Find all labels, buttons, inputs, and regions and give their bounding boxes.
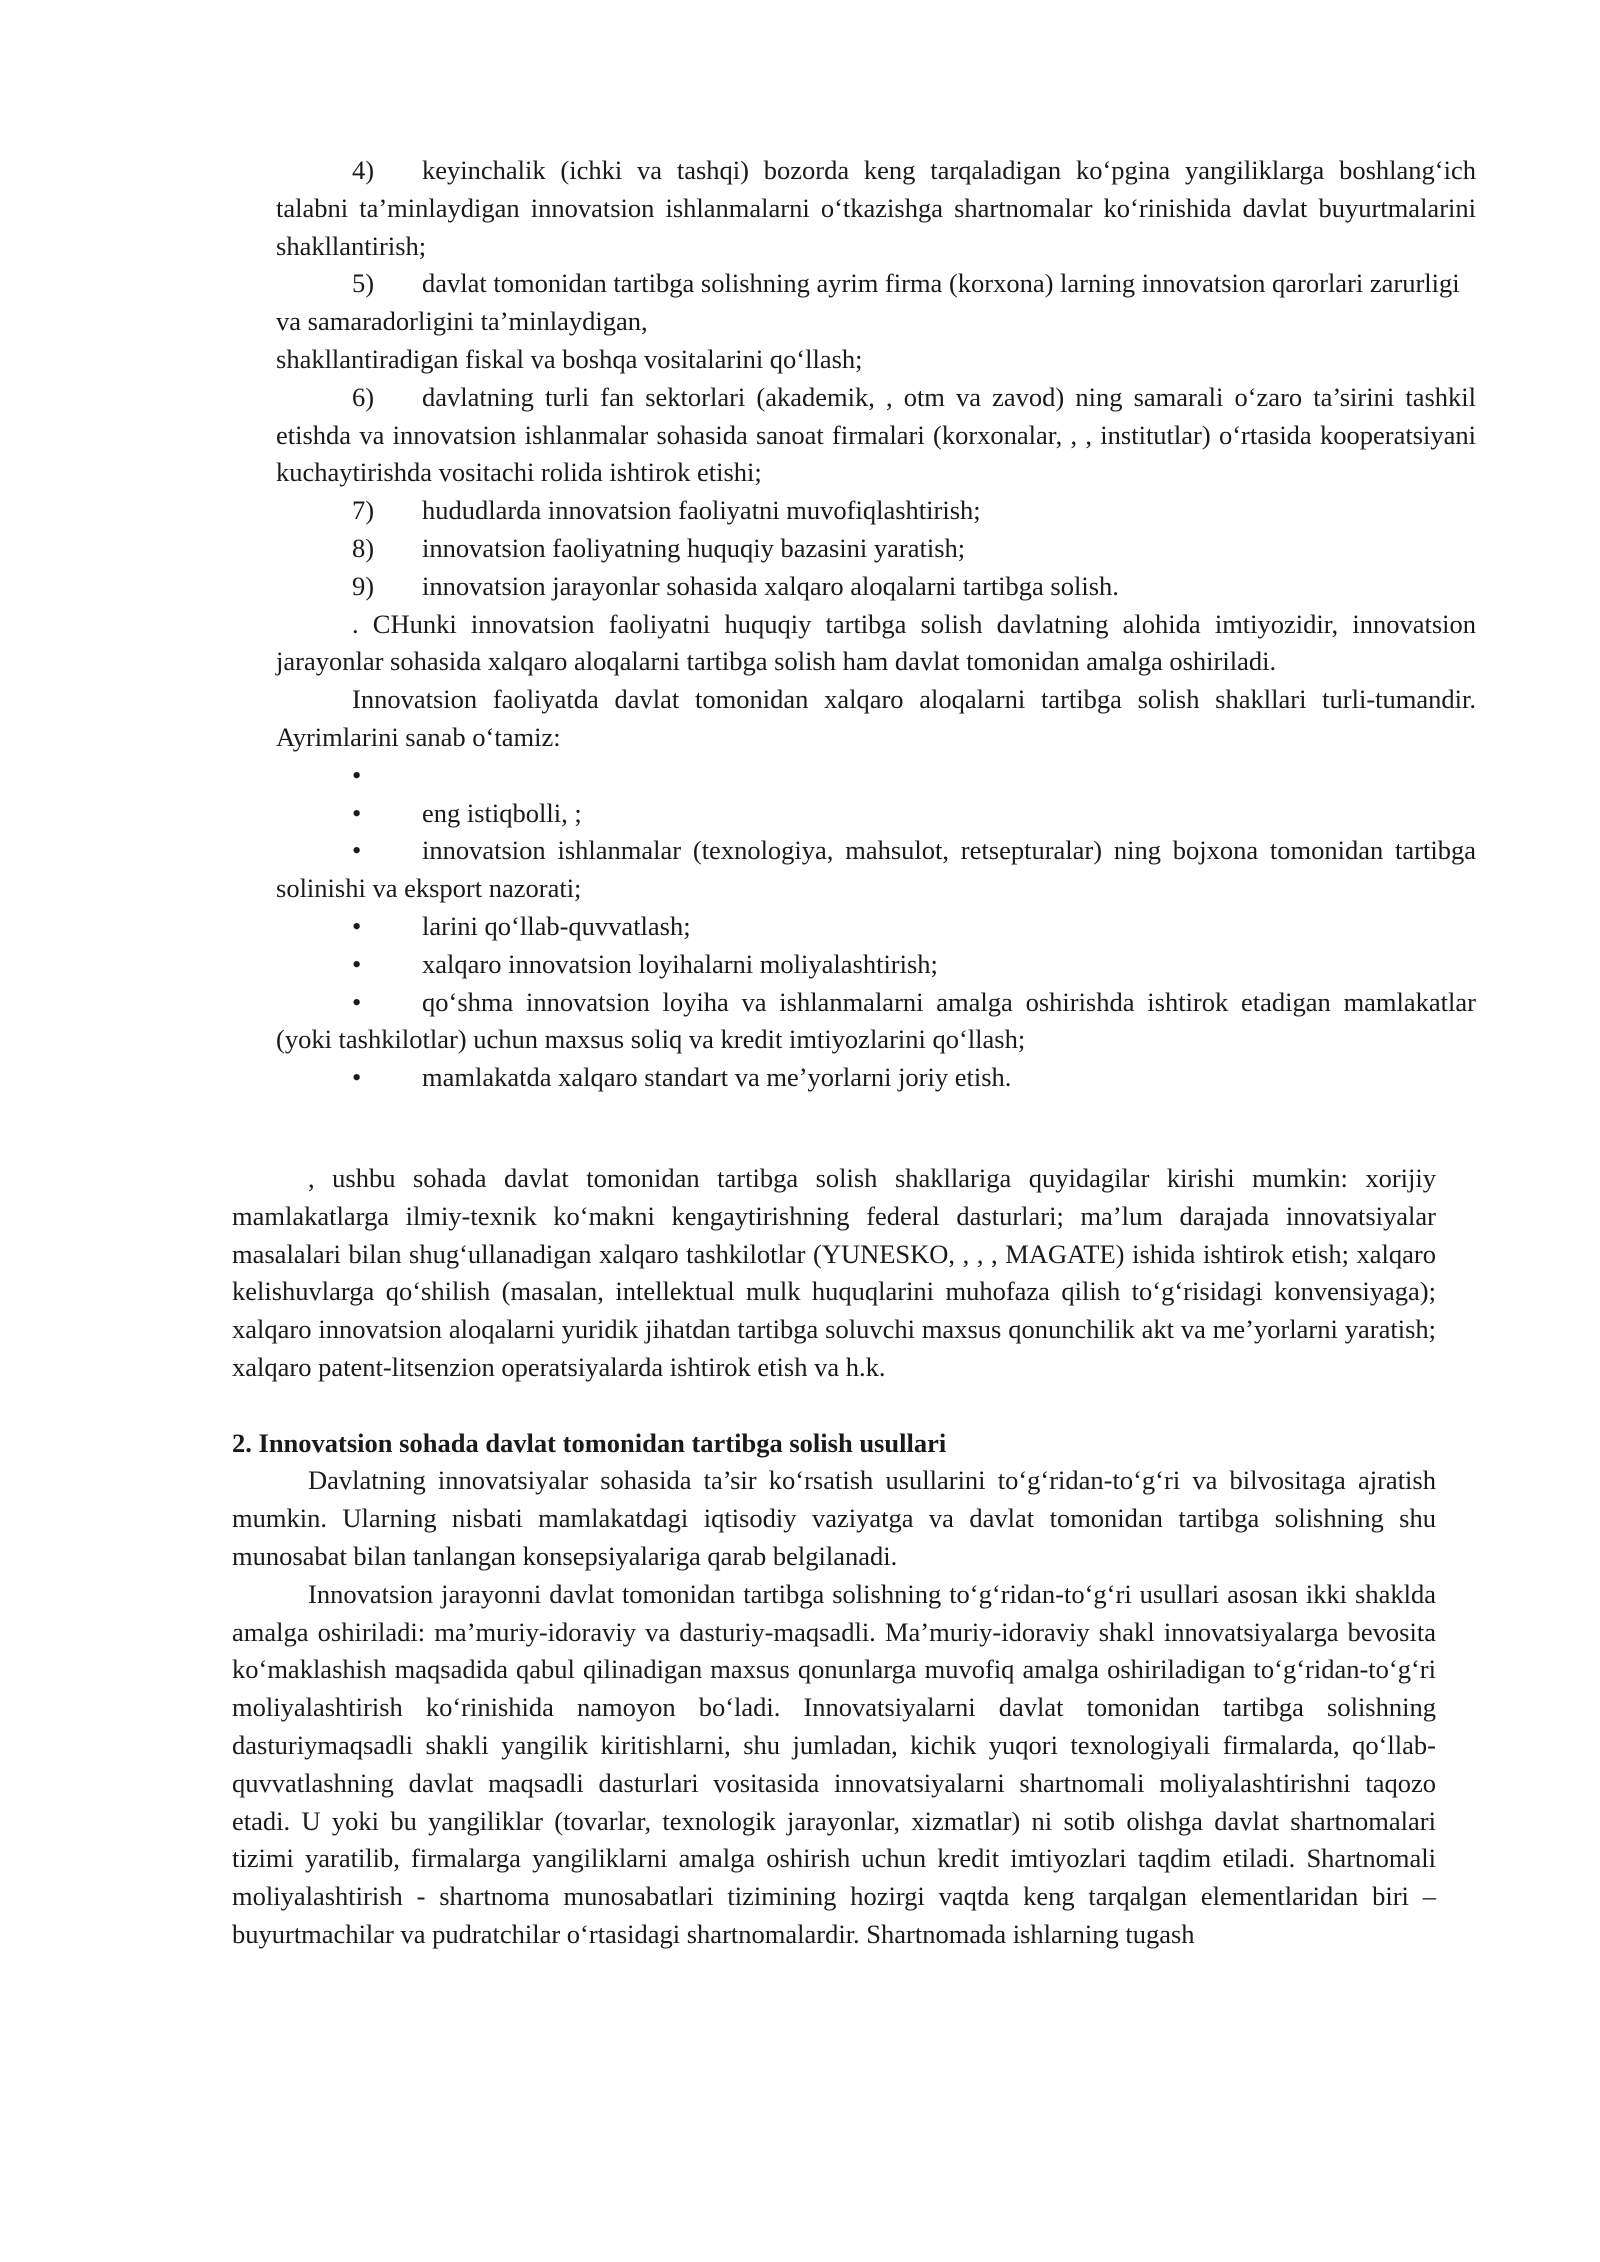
paragraph-shakllar: Innovatsion faoliyatda davlat tomonidan xalqaro aloqalarni tartibga solish shakllari turli-tumandir. Ayrimlarini sanab o‘tamiz: (276, 684, 1476, 752)
bullet-item-3 (276, 832, 1476, 908)
upper-section (276, 152, 1476, 1097)
bullet-icon: • (352, 986, 362, 1017)
list-item-6 (276, 379, 1476, 492)
bullet-item-7 (276, 1059, 1476, 1097)
list-item-4 (276, 152, 1476, 265)
list-item-text: davlatning turli fan sektorlari (akademik, , otm va zavod) ning samarali o‘zaro ta’sirini tashkil etishda va innovatsion ishlanmalar sohasida sanoat firmalari (korxonalar, , , institutlar) o‘rtasida kooperatsiyani kuchaytirishda vositachi rolida ishtirok etishi; (276, 381, 1476, 488)
bullet-icon: • (352, 948, 362, 979)
paragraph-davlatning: Davlatning innovatsiyalar sohasida ta’sir ko‘rsatish usullarini to‘g‘ridan-to‘g‘ri va bilvositaga ajratish mumkin. Ularning nisbati mamlakatdagi iqtisodiy vaziyatga va davlat tomonidan tartibga solishning shu munosabat bilan tanlangan konsepsiyalariga qarab belgilanadi. (232, 1465, 1436, 1571)
section-heading: 2. Innovatsion sohada davlat tomonidan tartibga solish usullari (232, 1427, 947, 1458)
lower-section (232, 1160, 1436, 1954)
bullet-text: xalqaro innovatsion loyihalarni moliyalashtirish; (422, 948, 938, 979)
list-item-text: innovatsion faoliyatning huquqiy bazasini yaratish; (422, 532, 966, 563)
bullet-item-2 (276, 795, 1476, 833)
paragraph-ushbu: , ushbu sohada davlat tomonidan tartibga solish shakllariga quyidagilar kirishi mumkin: xorijiy mamlakatlarga ilmiy-texnik ko‘makni kengaytirishning federal dasturlari; ma’lum darajada innovatsiyalar masalalari bilan shug‘ullanadigan xalqaro tashkilotlar (YUNESKO, , , , MAGATE) ishida ishtirok etish; xalqaro kelishuvlarga qo‘shilish (masalan, intellektual mulk huquqlarini muhofaza qilish to‘g‘risidagi konvensiyaga); xalqaro innovatsion aloqalarni yuridik jihatdan tartibga soluvchi maxsus qonunchilik akt va me’yorlarni yaratish; xalqaro patent-litsenzion operatsiyalarda ishtirok etish va h.k. (232, 1163, 1436, 1382)
list-item-text: davlat tomonidan tartibga solishning ayrim firma (korxona) larning innovatsion qarorlari zarurligi va samaradorligini ta’minlaydigan, (276, 268, 1460, 337)
list-number: 4) (352, 155, 375, 185)
bullet-text: eng istiqbolli, ; (422, 797, 582, 828)
list-item-9 (276, 568, 1476, 606)
list-number: 9) (352, 570, 375, 601)
list-number: 6) (352, 381, 375, 412)
bullet-icon: • (352, 797, 362, 828)
bullet-text: innovatsion ishlanmalar (texnologiya, mahsulot, retsepturalar) ning bojxona tomonidan tartibga solinishi va eksport nazorati; (276, 835, 1476, 904)
bullet-icon: • (352, 835, 362, 866)
list-item-8 (276, 530, 1476, 568)
list-item-7 (276, 492, 1476, 530)
list-item-text: hududlarda innovatsion faoliyatni muvofiqlashtirish; (422, 495, 981, 526)
list-item-text: keyinchalik (ichki va tashqi) bozorda keng tarqaladigan ko‘pgina yangiliklarga boshlang‘ich talabni ta’minlaydigan innovatsion ishlanmalarni o‘tkazishga shartnomalar ko‘rinishida davlat buyurtmalarini shakllantirish; (276, 155, 1476, 261)
bullet-text: larini qo‘llab-quvvatlash; (422, 910, 691, 941)
spacer (232, 1387, 1436, 1425)
bullet-text: mamlakatda xalqaro standart va me’yorlarni joriy etish. (422, 1062, 1012, 1093)
paragraph-chunki: . CHunki innovatsion faoliyatni huquqiy tartibga solish davlatning alohida imtiyozidir, innovatsion jarayonlar sohasida xalqaro aloqalarni tartibga solish ham davlat tomonidan amalga oshiriladi. (276, 608, 1476, 677)
list-item-5-continuation: shakllantiradigan fiskal va boshqa vositalarini qo‘llash; (276, 343, 863, 374)
list-item-5 (276, 265, 1476, 341)
bullet-icon: • (352, 1062, 362, 1093)
list-number: 8) (352, 532, 375, 563)
bullet-item-1 (276, 757, 1476, 795)
bullet-item-5 (276, 946, 1476, 984)
bullet-icon: • (352, 759, 362, 790)
bullet-item-4 (276, 908, 1476, 946)
list-number: 5) (352, 268, 375, 299)
list-number: 7) (352, 495, 375, 526)
paragraph-jarayon: Innovatsion jarayonni davlat tomonidan tartibga solishning to‘g‘ridan-to‘g‘ri usullari asosan ikki shaklda amalga oshiriladi: ma’muriy-idoraviy va dasturiy-maqsadli. Ma’muriy-idoraviy shakl innovatsiyalarga bevosita ko‘maklashish maqsadida qabul qilinadigan maxsus qonunlarga muvofiq amalga oshiriladigan to‘g‘ridan-to‘g‘ri moliyalashtirish ko‘rinishida namoyon bo‘ladi. Innovatsiyalarni davlat tomonidan tartibga solishning dasturiymaqsadli shakli yangilik kiritishlarni, shu jumladan, kichik yuqori texnologiyali firmalarda, qo‘llab-quvvatlashning davlat maqsadli dasturlari vositasida innovatsiyalarni shartnomali moliyalashtirishni taqozo etadi. U yoki bu yangiliklar (tovarlar, texnologik jarayonlar, xizmatlar) ni sotib olishga davlat shartnomalari tizimi yaratilib, firmalarga yangiliklarni amalga oshirish uchun kredit imtiyozlari taqdim etiladi. Shartnomali moliyalashtirish - shartnoma munosabatlari tizimining hozirgi vaqtda keng tarqalgan elementlaridan biri – buyurtmachilar va pudratchilar o‘rtasidagi shartnomalardir. Shartnomada ishlarning tugash (232, 1578, 1436, 1949)
bullet-icon: • (352, 910, 362, 941)
list-item-text: innovatsion jarayonlar sohasida xalqaro aloqalarni tartibga solish. (422, 570, 1119, 601)
bullet-item-6 (276, 984, 1476, 1060)
bullet-text: qo‘shma innovatsion loyiha va ishlanmalarni amalga oshirishda ishtirok etadigan mamlakatlar (yoki tashkilotlar) uchun maxsus soliq va kredit imtiyozlarini qo‘llash; (276, 986, 1476, 1055)
